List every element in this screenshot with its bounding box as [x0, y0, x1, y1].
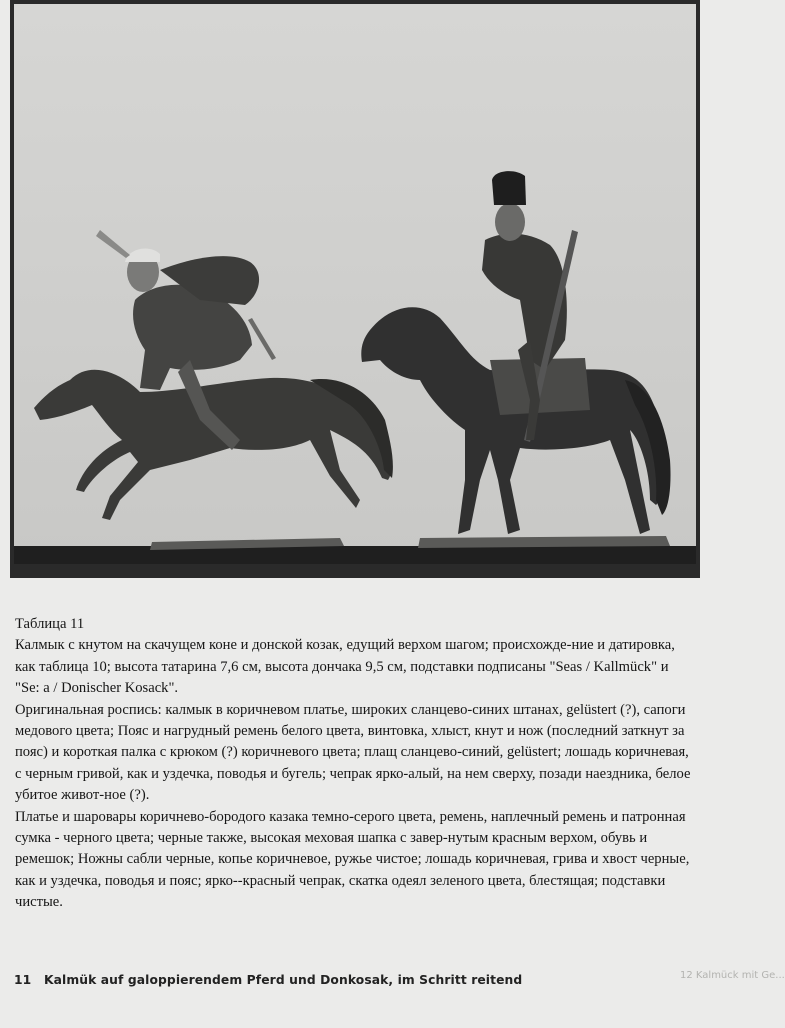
- description-paragraph-3: Платье и шаровары коричнево-бородого казака темно-серого цвета, ремень, наплечный ремень и патронная сумка - черного цвета; черные также, высокая меховая шапка с завер-нутым красным верхом, обувь и ремешок; Ножны сабли черные, копье коричневое, ружье чистое; лошадь коричневая, грива и хвост черные, как и уздечка, поводья и пояс; ярко--красный чепрак, скатка одеял зеленого цвета, блестящая; подставки чистые.: [15, 808, 690, 911]
- caption-number: 11: [14, 973, 32, 987]
- description-paragraph-1: Калмык с кнутом на скачущем коне и донской козак, едущий верхом шагом; происхожде-ние и датировка, как таблица 10; высота татарина 7,6 см, высота дончака 9,5 см, подставки подписаны "Seas / Kallmück" и "Se: a / Donischer Kosack".: [15, 637, 675, 697]
- figurines-illustration: [10, 0, 700, 578]
- figurines-photo: [10, 0, 700, 578]
- bleed-through-text: 12 Kalmück mit Ge...: [680, 970, 785, 981]
- figure-caption: [14, 973, 694, 987]
- caption-text: Kalmük auf galoppierendem Pferd und Donkosak, im Schritt reitend: [44, 973, 523, 987]
- photo-background: [14, 4, 696, 564]
- table-label: Таблица 11: [15, 616, 85, 632]
- description-text: [15, 614, 695, 914]
- description-paragraph-2: Оригинальная роспись: калмык в коричневом платье, широких сланцево-синих штанах, gelüstert (?), сапоги медового цвета; Пояс и нагрудный ремень белого цвета, винтовка, хлыст, кнут и нож (последний заткнут за пояс) и короткая палка с крюком (?) коричневого цвета; плащ сланцево-синий, gelüstert; лошадь коричневая, с черным гривой, как и уздечка, поводья и бугель; чепрак ярко-алый, на нем сверху, позади наездника, белое убитое живот-ное (?).: [15, 701, 691, 804]
- table-edge: [14, 546, 696, 564]
